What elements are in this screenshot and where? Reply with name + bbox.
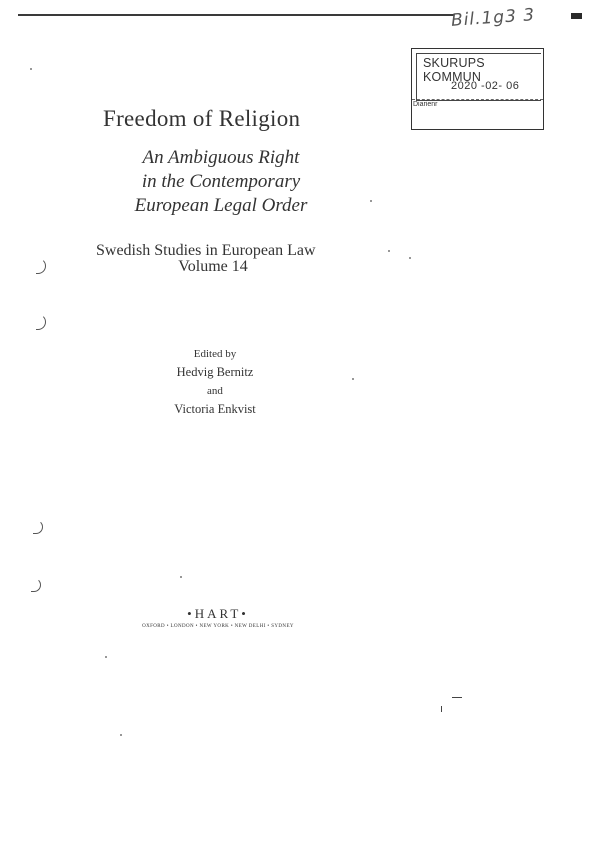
scan-mark (452, 697, 462, 698)
publisher-block (130, 606, 306, 629)
scan-speck (30, 68, 32, 70)
stamp-header-box (416, 53, 541, 101)
stamp-date: 2020 -02- 06 (451, 80, 520, 92)
volume-number: Volume 14 (178, 258, 248, 275)
book-title: Freedom of Religion (103, 106, 301, 131)
scan-mark (36, 258, 46, 274)
scan-mark (33, 520, 43, 534)
editors-conjunction: and (207, 385, 223, 397)
top-rule (18, 14, 454, 16)
publisher-cities: OXFORD • LONDON • NEW YORK • NEW DELHI • SYDNEY (142, 624, 294, 629)
subtitle-line: An Ambiguous Right (142, 147, 300, 168)
book-subtitle (98, 146, 344, 218)
publisher-name: •HART• (187, 606, 249, 621)
editor-name: Victoria Enkvist (174, 402, 256, 416)
registration-stamp (411, 48, 544, 130)
scan-speck (352, 378, 354, 380)
scan-speck (180, 576, 182, 578)
scan-speck (370, 200, 372, 202)
stamp-divider (412, 99, 543, 100)
scan-speck (120, 734, 122, 736)
scan-speck (409, 257, 411, 259)
series-title: Swedish Studies in European Law (96, 242, 316, 259)
scan-speck (105, 656, 107, 658)
scan-speck (388, 250, 390, 252)
editors-block (150, 345, 280, 419)
corner-mark (571, 13, 582, 19)
edited-by-label: Edited by (193, 348, 237, 360)
scan-mark (36, 314, 46, 330)
stamp-label: Diarienr (413, 101, 438, 108)
stamp-organization: SKURUPS KOMMUN (423, 56, 485, 84)
scan-mark (441, 706, 442, 712)
subtitle-line: in the Contemporary (141, 171, 301, 192)
subtitle-line: European Legal Order (134, 195, 308, 216)
handwritten-annotation: Bil.1g3 3 (450, 5, 536, 31)
editor-name: Hedvig Bernitz (176, 365, 254, 379)
scan-mark (31, 578, 41, 592)
